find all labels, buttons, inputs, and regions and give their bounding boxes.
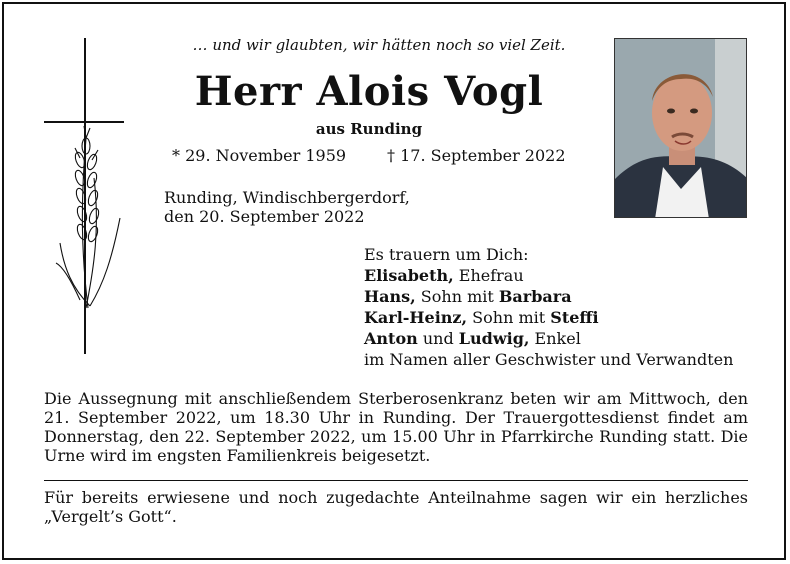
mourner-name: Anton bbox=[364, 329, 418, 348]
mourner-name: Elisabeth, bbox=[364, 266, 454, 285]
obituary-card bbox=[2, 2, 786, 560]
memorial-quote: … und wir glaubten, wir hätten noch so viel Zeit. bbox=[192, 36, 566, 54]
funeral-notice: Die Aussegnung mit anschließendem Sterberosenkranz beten wir am Mittwoch, den 21. September 2022, um 18.30 Uhr in Runding. Der Trauergottesdienst findet am Donnerstag, den 22. September 2022, um 15.00 Uhr in Pfarrkirche Runding statt. Die Urne wird im engsten Familienkreis beigesetzt. bbox=[44, 389, 748, 465]
mourner-relation: Enkel bbox=[529, 329, 581, 348]
mourner-relation: Sohn mit bbox=[415, 287, 499, 306]
divider bbox=[44, 480, 748, 481]
mourner-relation: und bbox=[417, 329, 459, 348]
birth-date: * 29. November 1959 bbox=[172, 146, 347, 165]
portrait-illustration bbox=[615, 39, 747, 218]
list-item: im Namen aller Geschwister und Verwandten bbox=[364, 350, 734, 369]
mourner-name: Barbara bbox=[498, 287, 572, 306]
thanks-note: Für bereits erwiesene und noch zugedachte Anteilnahme sagen wir ein herzliches „Vergelt’s Gott“. bbox=[44, 488, 748, 526]
mourner-relation: Ehefrau bbox=[453, 266, 524, 285]
date-line: den 20. September 2022 bbox=[164, 207, 365, 226]
deceased-name: Herr Alois Vogl bbox=[194, 68, 544, 115]
list-item bbox=[364, 328, 733, 349]
cross-with-wheat-icon bbox=[42, 38, 126, 356]
mourner-name: Hans, bbox=[364, 287, 416, 306]
list-item bbox=[364, 265, 733, 286]
mourner-name: Steffi bbox=[550, 308, 599, 327]
mourner-relation: Sohn mit bbox=[467, 308, 551, 327]
mourner-name: Karl-Heinz, bbox=[364, 308, 468, 327]
hometown: aus Runding bbox=[315, 120, 423, 138]
death-date: † 17. September 2022 bbox=[387, 146, 566, 165]
mourner-name: Ludwig, bbox=[458, 329, 530, 348]
place-line: Runding, Windischbergerdorf, bbox=[164, 188, 410, 207]
place-and-date bbox=[164, 188, 410, 226]
mourners-list bbox=[364, 244, 733, 370]
list-item bbox=[364, 286, 733, 307]
mourners-intro: Es trauern um Dich: bbox=[364, 245, 529, 264]
list-item bbox=[364, 307, 733, 328]
portrait-photo bbox=[614, 38, 747, 218]
